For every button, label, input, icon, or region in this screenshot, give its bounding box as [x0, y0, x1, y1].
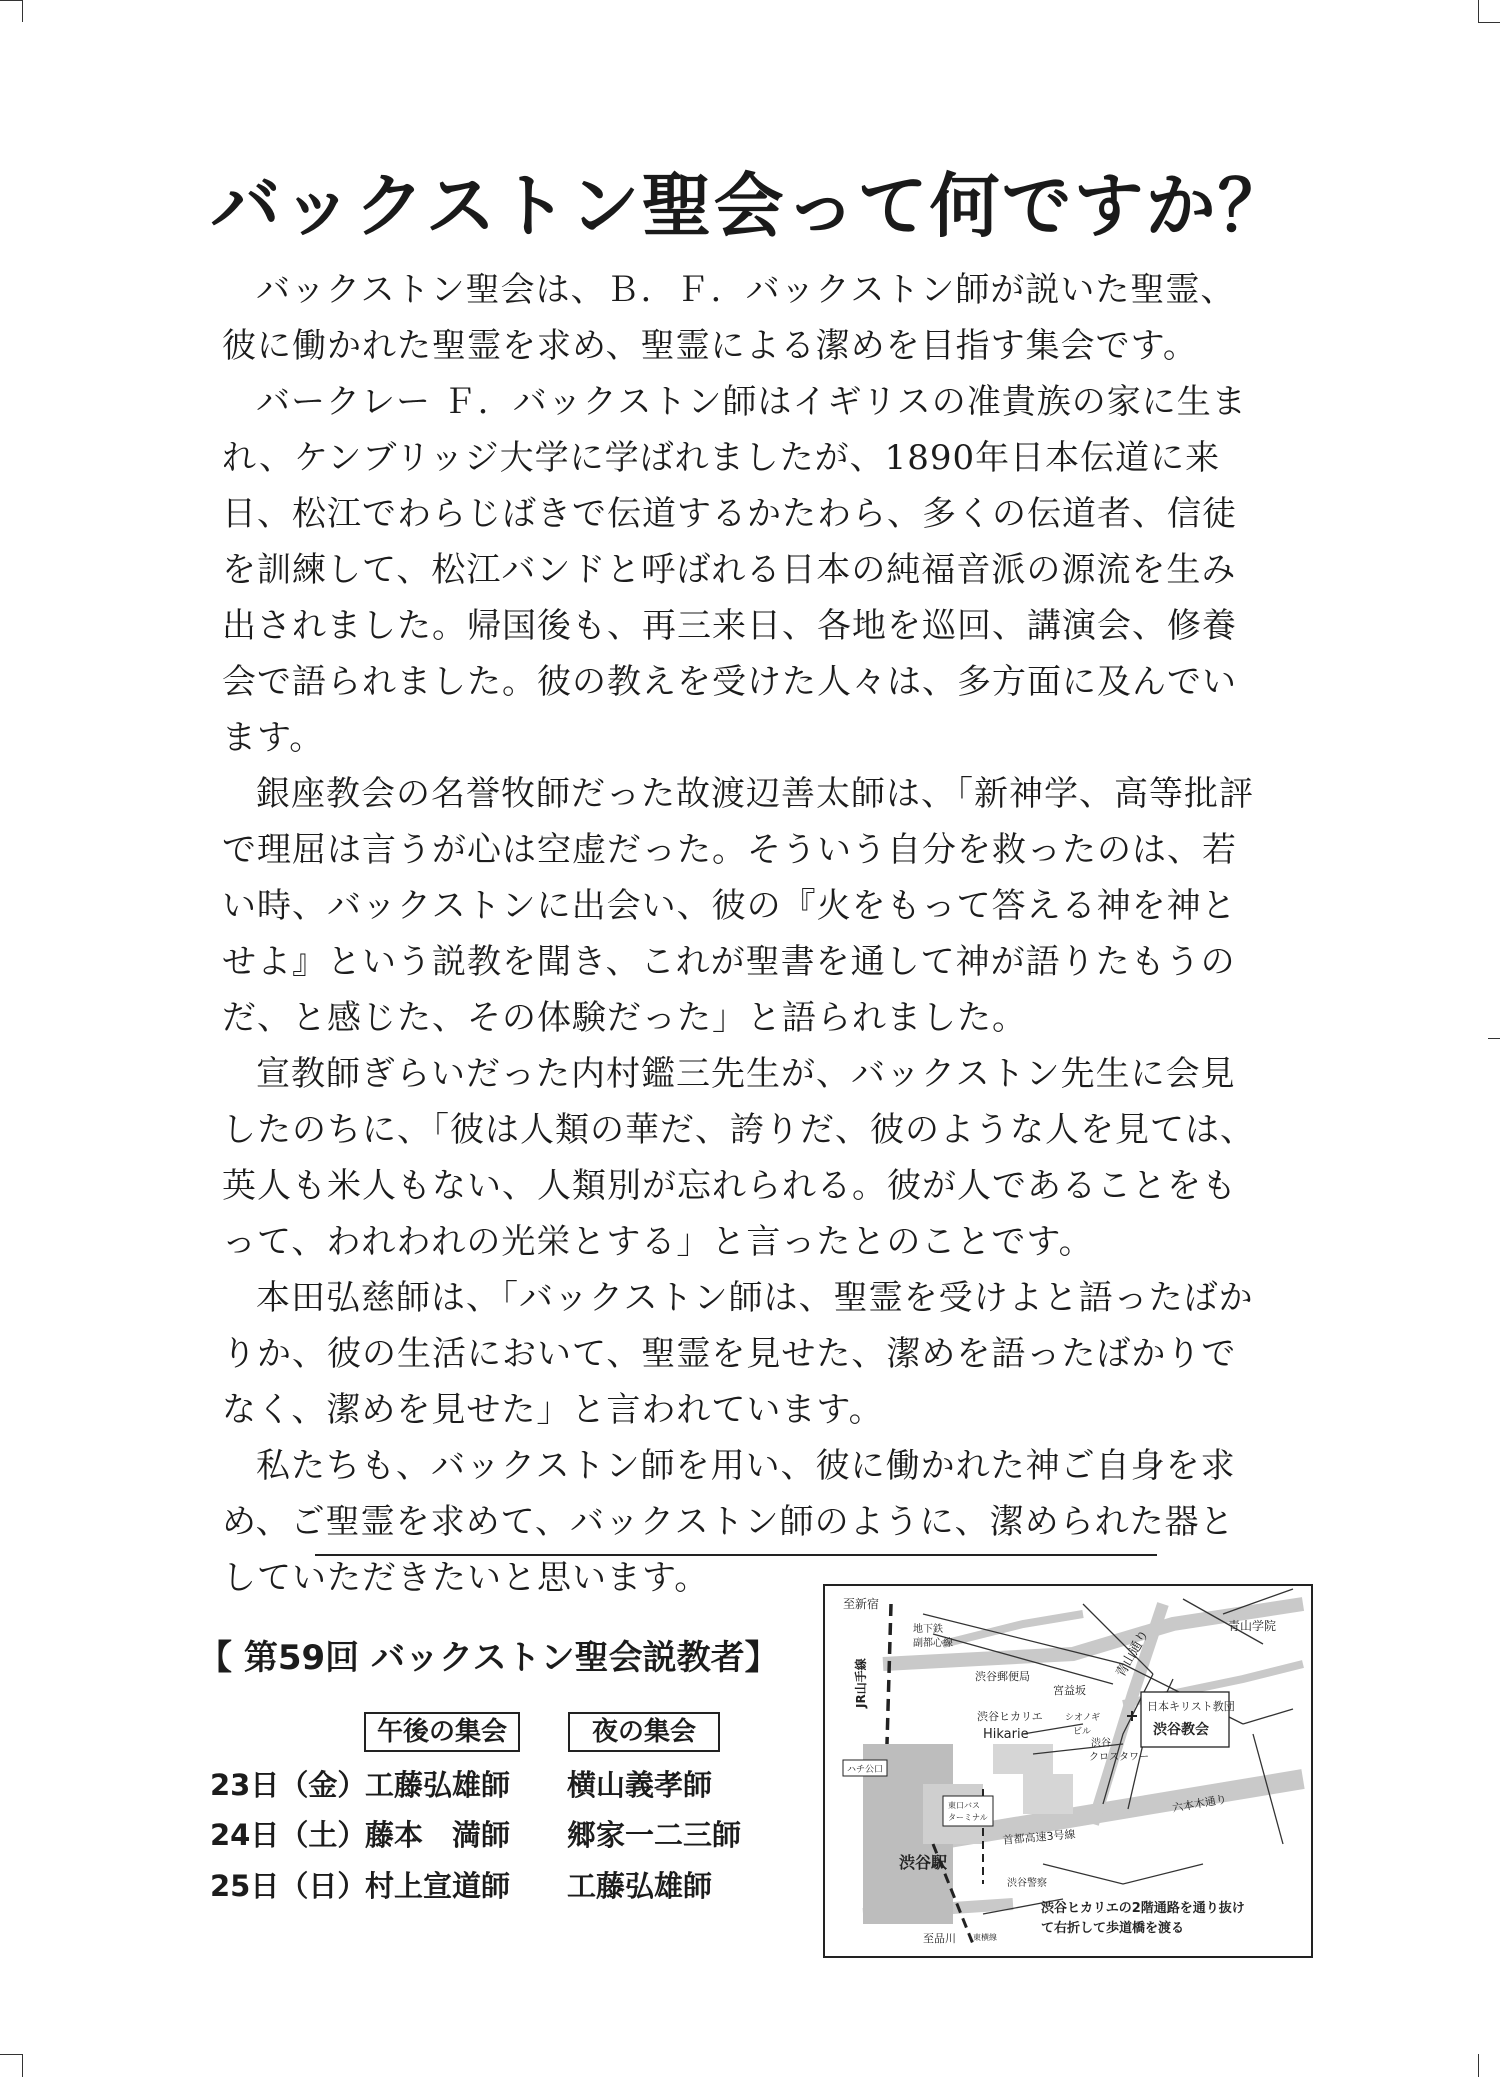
paragraph: 本田弘慈師は、「バックストン師は、聖霊を受けよと語ったばかりか、彼の生活において、聖霊を見せた、潔めを語ったばかりでなく、潔めを見せた」と言われています。	[222, 1278, 1254, 1430]
map-label-police: 渋谷警察	[1007, 1878, 1047, 1889]
schedule-afternoon-speaker: 藤本 満師	[365, 1818, 511, 1852]
paragraph: 宣教師ぎらいだった内村鑑三先生が、バックストン先生に会見したのちに、「彼は人類の華だ、誇りだ、彼のような人を見ては、英人も米人もない、人類別が忘れられる。彼が人であることをもって、われわれの光栄とする」と言ったとのことです。	[222, 1054, 1255, 1262]
map-label-shionogi-bldg: ビル	[1073, 1727, 1092, 1737]
map-label-station: 渋谷駅	[899, 1853, 948, 1872]
schedule-afternoon-speaker: 工藤弘雄師	[365, 1768, 511, 1802]
map-label-shinagawa: 至品川	[923, 1932, 956, 1945]
map-label-aoyama-dori: 青山通り	[1113, 1627, 1153, 1680]
map-label-shionogi: シオノギ	[1065, 1713, 1101, 1723]
crop-mark	[1478, 22, 1500, 23]
divider	[315, 1554, 1157, 1556]
map-label-cross-tower: 渋谷	[1091, 1738, 1111, 1749]
map-label-cross-tower-name: クロスタワー	[1089, 1752, 1149, 1763]
map-note-line2: て右折して歩道橋を渡る	[1041, 1921, 1185, 1936]
crop-mark	[0, 2054, 22, 2055]
crop-mark	[1478, 2054, 1479, 2077]
schedule-evening-speaker: 郷家一二三師	[567, 1818, 742, 1852]
map-label-jr: JR山手線	[854, 1658, 868, 1708]
map-label-toyoko: 東横線	[973, 1933, 997, 1942]
schedule-date: 25日（日）	[210, 1869, 367, 1903]
schedule-evening-speaker: 横山義孝師	[567, 1768, 713, 1802]
paragraph: バックストン聖会は、Ｂ．Ｆ．バックストン師が説いた聖霊、彼に働かれた聖霊を求め、聖霊による潔めを目指す集会です。	[222, 270, 1236, 366]
evening-column-header: 夜の集会	[568, 1712, 720, 1752]
crop-mark	[1488, 1038, 1500, 1039]
map-note-line1: 渋谷ヒカリエの2階通路を通り抜け	[1041, 1901, 1245, 1916]
map-label-bus-terminal: ターミナル	[948, 1813, 988, 1822]
map-label-hikarie: 渋谷ヒカリエ	[977, 1710, 1043, 1723]
access-map	[823, 1584, 1313, 1958]
map-label-church: 渋谷教会	[1153, 1722, 1209, 1738]
page-title: バックストン聖会って何ですか？	[210, 165, 1290, 247]
article-body	[222, 262, 1266, 1606]
schedule-date: 23日（金）	[210, 1768, 367, 1802]
schedule-evening-speaker: 工藤弘雄師	[567, 1869, 713, 1903]
crop-mark	[1478, 0, 1479, 22]
map-label-aoyama-gakuin: 青山学院	[1228, 1619, 1277, 1633]
schedule-afternoon-speaker: 村上宣道師	[365, 1869, 511, 1903]
crop-mark	[22, 0, 23, 22]
map-label-subway: 地下鉄	[913, 1624, 943, 1635]
schedule-heading: 【 第59回 バックストン聖会説教者】	[198, 1638, 779, 1678]
map-label-church-denomination: 日本キリスト教団	[1147, 1700, 1235, 1713]
schedule-date: 24日（土）	[210, 1818, 367, 1852]
map-label-miyamasuzaka: 宮益坂	[1053, 1684, 1086, 1697]
map-label-bus: 東口バス	[948, 1801, 980, 1810]
map-label-shinjuku: 至新宿	[843, 1597, 880, 1611]
paragraph: バークレー Ｆ．バックストン師はイギリスの准貴族の家に生まれ、ケンブリッジ大学に学ばれましたが、1890年日本伝道に来日、松江でわらじばきで伝道するかたわら、多くの伝道者、信徒を訓練して、松江バンドと呼ばれる日本の純福音派の源流を生み出されました。帰国後も、再三来日、各地を巡回、講演会、修養会で語られました。彼の教えを受けた人々は、多方面に及んでいます。	[222, 382, 1247, 758]
map-label-post-office: 渋谷郵便局	[975, 1670, 1030, 1683]
afternoon-column-header: 午後の集会	[364, 1712, 520, 1752]
crop-mark	[0, 0, 22, 1]
map-label-expressway: 首都高速3号線	[1002, 1827, 1076, 1847]
map-label-hikarie-en: Hikarie	[983, 1727, 1029, 1742]
map-label-subway-line: 副都心線	[913, 1638, 953, 1649]
crop-mark	[22, 2054, 23, 2077]
map-label-roppongi-dori: 六本木通り	[1171, 1792, 1228, 1815]
paragraph: 銀座教会の名誉牧師だった故渡辺善太師は、「新神学、高等批評で理屈は言うが心は空虚だった。そういう自分を救ったのは、若い時、バックストンに出会い、彼の『火をもって答える神を神とせよ』という説教を聞き、これが聖書を通して神が語りたもうのだ、と感じた、その体験だった」と語られました。	[222, 774, 1254, 1038]
paragraph: 私たちも、バックストン師を用い、彼に働かれた神ご自身を求め、ご聖霊を求めて、バックストン師のように、潔められた器としていただきたいと思います。	[222, 1446, 1236, 1598]
map-label-hachiko: ハチ公口	[847, 1765, 884, 1775]
